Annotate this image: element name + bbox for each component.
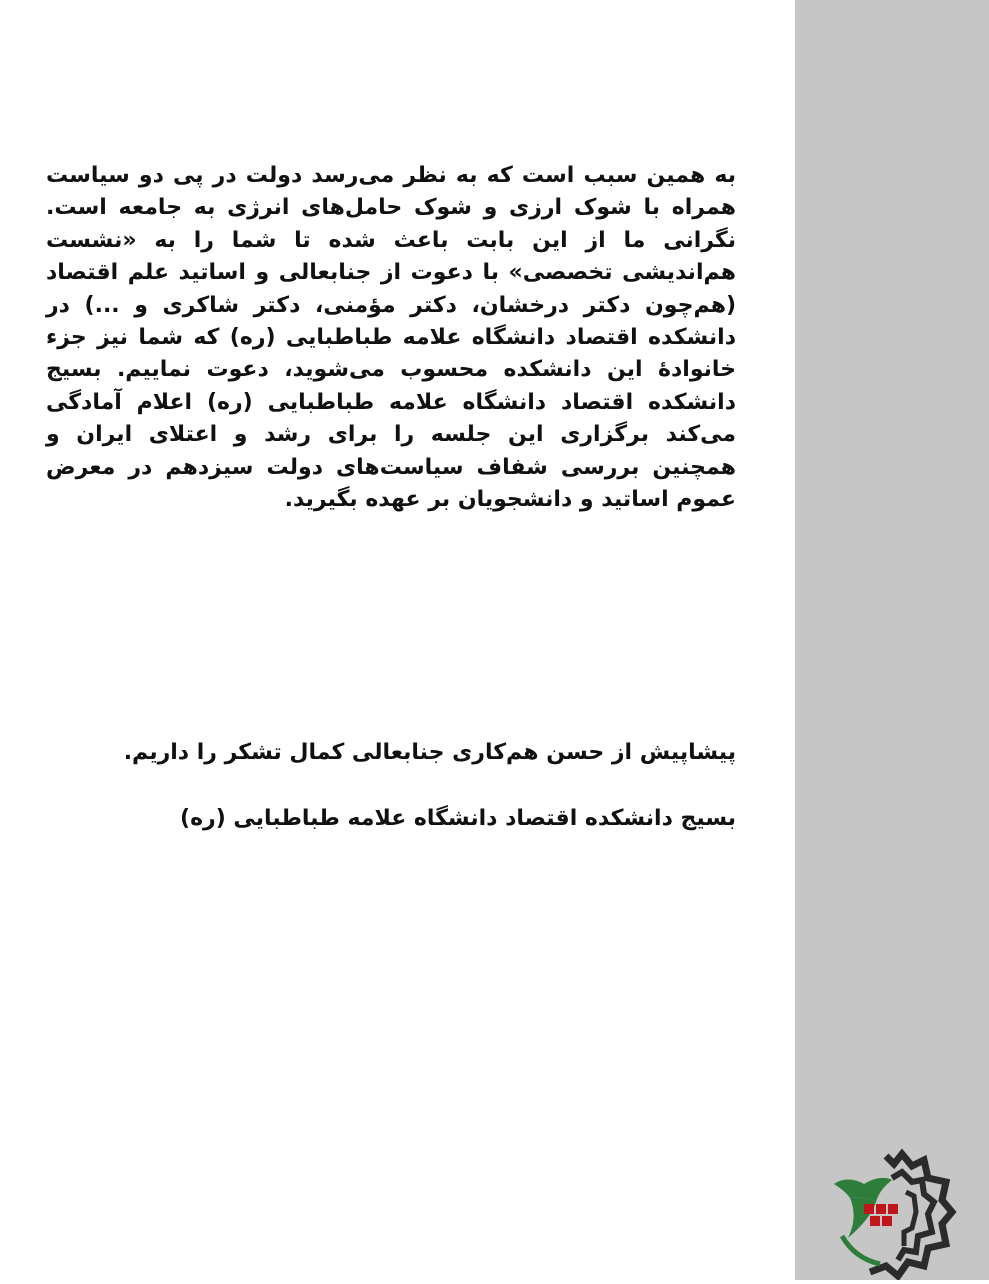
signature-line: بسیج دانشکده اقتصاد دانشگاه علامه طباطبایی (ره)	[180, 806, 736, 831]
body-paragraph: به همین سبب است که به نظر می‌رسد دولت در پی دو سیاست همراه با شوک ارزی و شوک حامل‌های انرژی به جامعه است. نگرانی ما از این بابت باعث شده تا شما را به «نشست هم‌اندیشی تخصصی» با دعوت از جنابعالی و اساتید علم اقتصاد (هم‌چون دکتر درخشان، دکتر مؤمنی، دکتر شاکری و ...) در دانشکده اقتصاد دانشگاه علامه طباطبایی (ره) که شما نیز جزء خانوادهٔ این دانشکده محسوب می‌شوید، دعوت نماییم. بسیج دانشکده اقتصاد دانشگاه علامه طباطبایی (ره) اعلام آمادگی می‌کند برگزاری این جلسه را برای رشد و اعتلای ایران و همچنین بررسی شفاف سیاست‌های دولت سیزدهم در معرض عموم اساتید و دانشجویان بر عهده بگیرید.	[46, 163, 736, 513]
right-margin-panel	[795, 0, 989, 1280]
basij-student-emblem-icon	[828, 1148, 958, 1280]
thanks-line: پیشاپیش از حسن هم‌کاری جنابعالی کمال تشکر را داریم.	[123, 740, 736, 765]
